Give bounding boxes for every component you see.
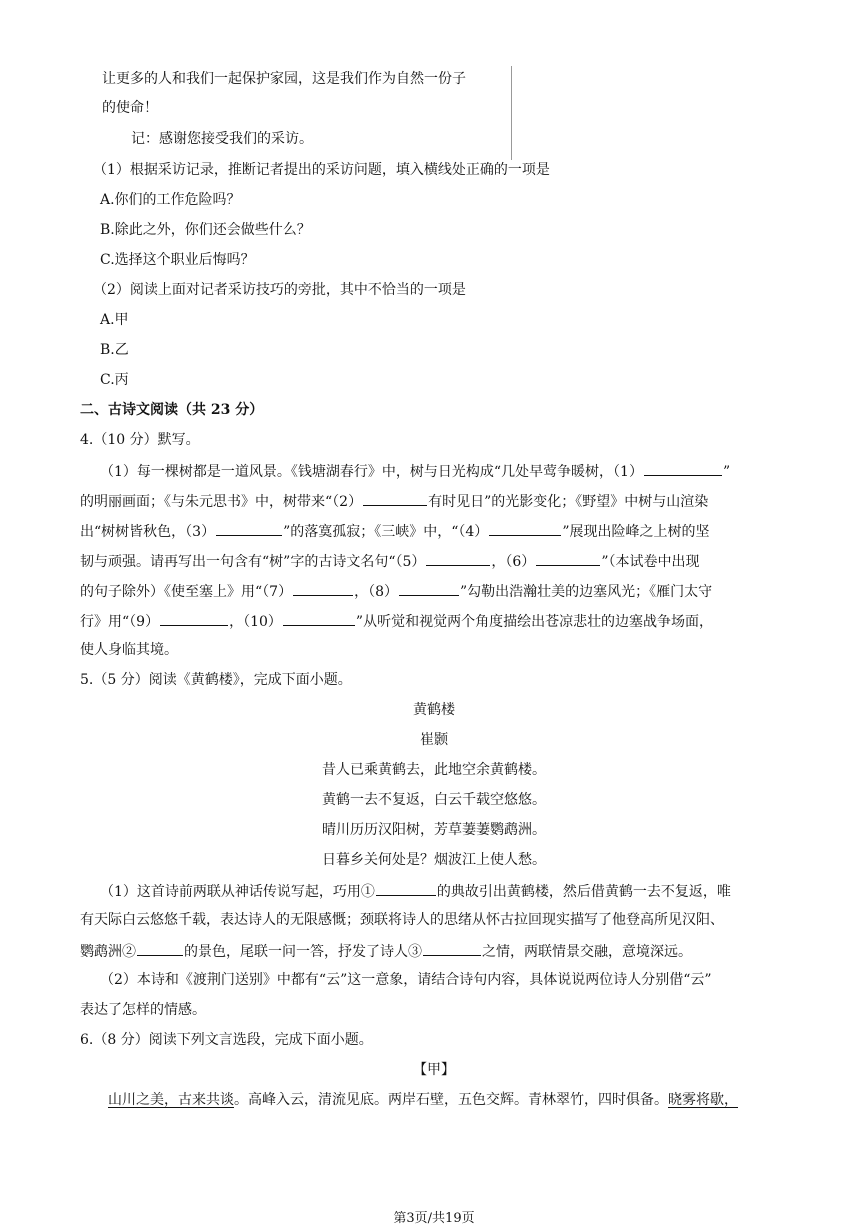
passage-text: 山川之美，古来共谈。高峰入云，清流见底。两岸石壁，五色交辉。青林翠竹，四时俱备。晓雾将歇， (108, 1092, 738, 1108)
poem-author: 崔颢 (420, 732, 448, 748)
option-b: B.除此之外，你们还会做些什么？ (100, 222, 311, 238)
answer-blank[interactable] (137, 941, 183, 956)
question-text-line: 鹦鹉洲② 的景色，尾联一问一答，抒发了诗人③ 之情，两联情景交融，意境深远。 (80, 941, 692, 961)
option-b: B.乙 (100, 342, 129, 358)
option-a: A.你们的工作危险吗？ (100, 192, 241, 208)
option-a: A.甲 (100, 312, 129, 328)
question-header: 5.（5 分）阅读《黄鹤楼》，完成下面小题。 (80, 672, 352, 688)
question-text-line: 有天际白云悠悠千载，表达诗人的无限感慨；颈联将诗人的思绪从怀古拉回现实描写了他登高所见汉阳、 (80, 912, 724, 928)
question-text-line: （1）每一棵树都是一道风景。《钱塘湖春行》中，树与日光构成“几处早莺争暖树，（1） ” (100, 461, 730, 481)
answer-blank[interactable] (426, 551, 490, 566)
annotation-divider (511, 66, 512, 160)
option-c: C.选择这个职业后悔吗？ (100, 252, 255, 268)
answer-blank[interactable] (160, 611, 228, 626)
section-heading: 二、古诗文阅读（共 23 分） (80, 402, 264, 418)
answer-blank[interactable] (399, 581, 459, 596)
answer-blank[interactable] (363, 491, 427, 506)
question-text-line: 行》用“（9） ，（10） ”从听觉和视觉两个角度描绘出苍凉悲壮的边塞战争场面， (80, 611, 713, 631)
question-stem: （2）阅读上面对记者采访技巧的旁批，其中不恰当的一项是 (93, 282, 466, 298)
answer-blank[interactable] (216, 521, 282, 536)
question-text-line: 出“树树皆秋色，（3） ”的落寞孤寂；《三峡》中，“（4） ”展现出险峰之上树的坚 (80, 521, 709, 541)
answer-blank[interactable] (376, 881, 436, 896)
question-header: 6.（8 分）阅读下列文言选段，完成下面小题。 (80, 1032, 373, 1048)
page-number: 第3页/共19页 (393, 1211, 475, 1226)
answer-blank[interactable] (644, 461, 722, 476)
passage-label: 【甲】 (413, 1062, 455, 1078)
question-text-line: 使人身临其境。 (80, 642, 178, 658)
question-text-line: 的句子除外）《使至塞上》用“（7） ，（8） ”勾勒出浩瀚壮美的边塞风光；《雁门太守 (80, 581, 712, 601)
question-text-line: 的明丽画面；《与朱元思书》中，树带来“（2） 有时见日”的光影变化；《野望》中树与山渲染 (80, 491, 708, 511)
poem-title: 黄鹤楼 (413, 702, 455, 718)
answer-blank[interactable] (293, 581, 353, 596)
interview-line: 记：感谢您接受我们的采访。 (131, 131, 313, 147)
answer-blank[interactable] (423, 941, 481, 956)
interview-line: 的使命！ (102, 100, 158, 116)
poem-line: 黄鹤一去不复返，白云千载空悠悠。 (322, 792, 546, 808)
question-text-line: 韧与顽强。请再写出一句含有“树”字的古诗文名句“（5） ，（6） ”（本试卷中出现 (80, 551, 699, 571)
question-text-line: （2）本诗和《渡荆门送别》中都有“云”这一意象，请结合诗句内容，具体说说两位诗人分别借“云” (100, 972, 712, 988)
poem-line: 晴川历历汉阳树，芳草萋萋鹦鹉洲。 (322, 822, 546, 838)
question-text-line: 表达了怎样的情感。 (80, 1002, 206, 1018)
option-c: C.丙 (100, 372, 129, 388)
answer-blank[interactable] (536, 551, 600, 566)
question-text-line: （1）这首诗前两联从神话传说写起，巧用① 的典故引出黄鹤楼，然后借黄鹤一去不复返，唯 (100, 881, 731, 901)
poem-line: 昔人已乘黄鹤去，此地空余黄鹤楼。 (322, 762, 546, 778)
question-stem: （1）根据采访记录，推断记者提出的采访问题，填入横线处正确的一项是 (93, 162, 550, 178)
question-header: 4.（10 分）默写。 (80, 432, 200, 448)
poem-line: 日暮乡关何处是？烟波江上使人愁。 (322, 852, 546, 868)
answer-blank[interactable] (489, 521, 561, 536)
answer-blank[interactable] (283, 611, 355, 626)
interview-line: 让更多的人和我们一起保护家园，这是我们作为自然一份子 (102, 71, 466, 87)
